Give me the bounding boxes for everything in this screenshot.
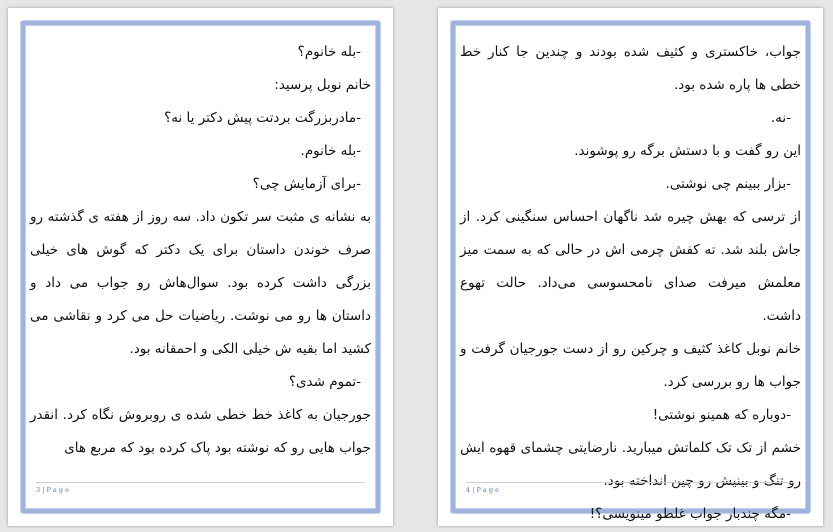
paragraph: خانم نوبل کاغذ کثیف و چرکین رو از دست جورجیان گرفت و جواب ها رو بررسی کرد. xyxy=(460,341,801,390)
dialogue-line: -دوباره که همینو نوشتی! xyxy=(652,407,791,423)
dialogue-line: -بله خانوم؟ xyxy=(297,44,361,60)
document-page-4 xyxy=(438,8,823,526)
paragraph: جواب، خاکستری و کثیف شده بودند و چندین جا کنار خط خطی ها پاره شده بود. xyxy=(460,44,801,93)
page-number-footer: 4 | P a g e xyxy=(466,482,795,494)
page-number-footer: 3 | P a g e xyxy=(36,482,365,494)
dialogue-line: -مادربزرگت بردتت پیش دکتر یا نه؟ xyxy=(164,110,361,126)
page-text xyxy=(30,36,371,478)
dialogue-line: -بزار ببینم چی نوشتی. xyxy=(665,176,791,192)
paragraph: از ترسی که بهش چیره شد ناگهان احساس سنگینی کرد. از جاش بلند شد. ته کفش چرمی اش در حالی که به سمت میز معلمش میرفت صدای نامحسوسی می‌داد. حالت تهوع داشت. xyxy=(460,209,801,324)
paragraph: خشم از تک تک کلماتش میبارید. نارضایتی چشمای قهوه ایش رو تنگ و بینیش رو چین انداخته بود. xyxy=(460,440,801,489)
document-page-3 xyxy=(8,8,393,526)
dialogue-line: -مگه چندبار جواب غلطو مینویسی؟! xyxy=(589,506,791,522)
dialogue-line: -نه. xyxy=(770,110,791,126)
dialogue-line: -برای آزمایش چی؟ xyxy=(252,176,361,192)
text-line: این رو گفت و با دستش برگه رو پوشوند. xyxy=(574,143,801,159)
text-line: خانم نوبل پرسید: xyxy=(274,77,371,93)
dialogue-line: -بله خانوم. xyxy=(300,143,361,159)
paragraph: به نشانه ی مثبت سر تکون داد. سه روز از هفته ی گذشته رو صرف خوندن داستان برای یک دکتر که گوش های خیلی بزرگی داشت کرده بود. سوال‌هاش رو جواب می داد و داستان ها رو می نوشت. ریاضیات حل می کرد و نقاشی می کشید اما بقیه ش خیلی الکی و احمقانه بود. xyxy=(30,209,371,357)
paragraph: جورجیان به کاغذ خط خطی شده ی روبروش نگاه کرد. انقدر جواب هایی رو که نوشته بود پاک کرده بود که مربع های xyxy=(30,407,371,456)
dialogue-line: -تموم شدی؟ xyxy=(288,374,361,390)
